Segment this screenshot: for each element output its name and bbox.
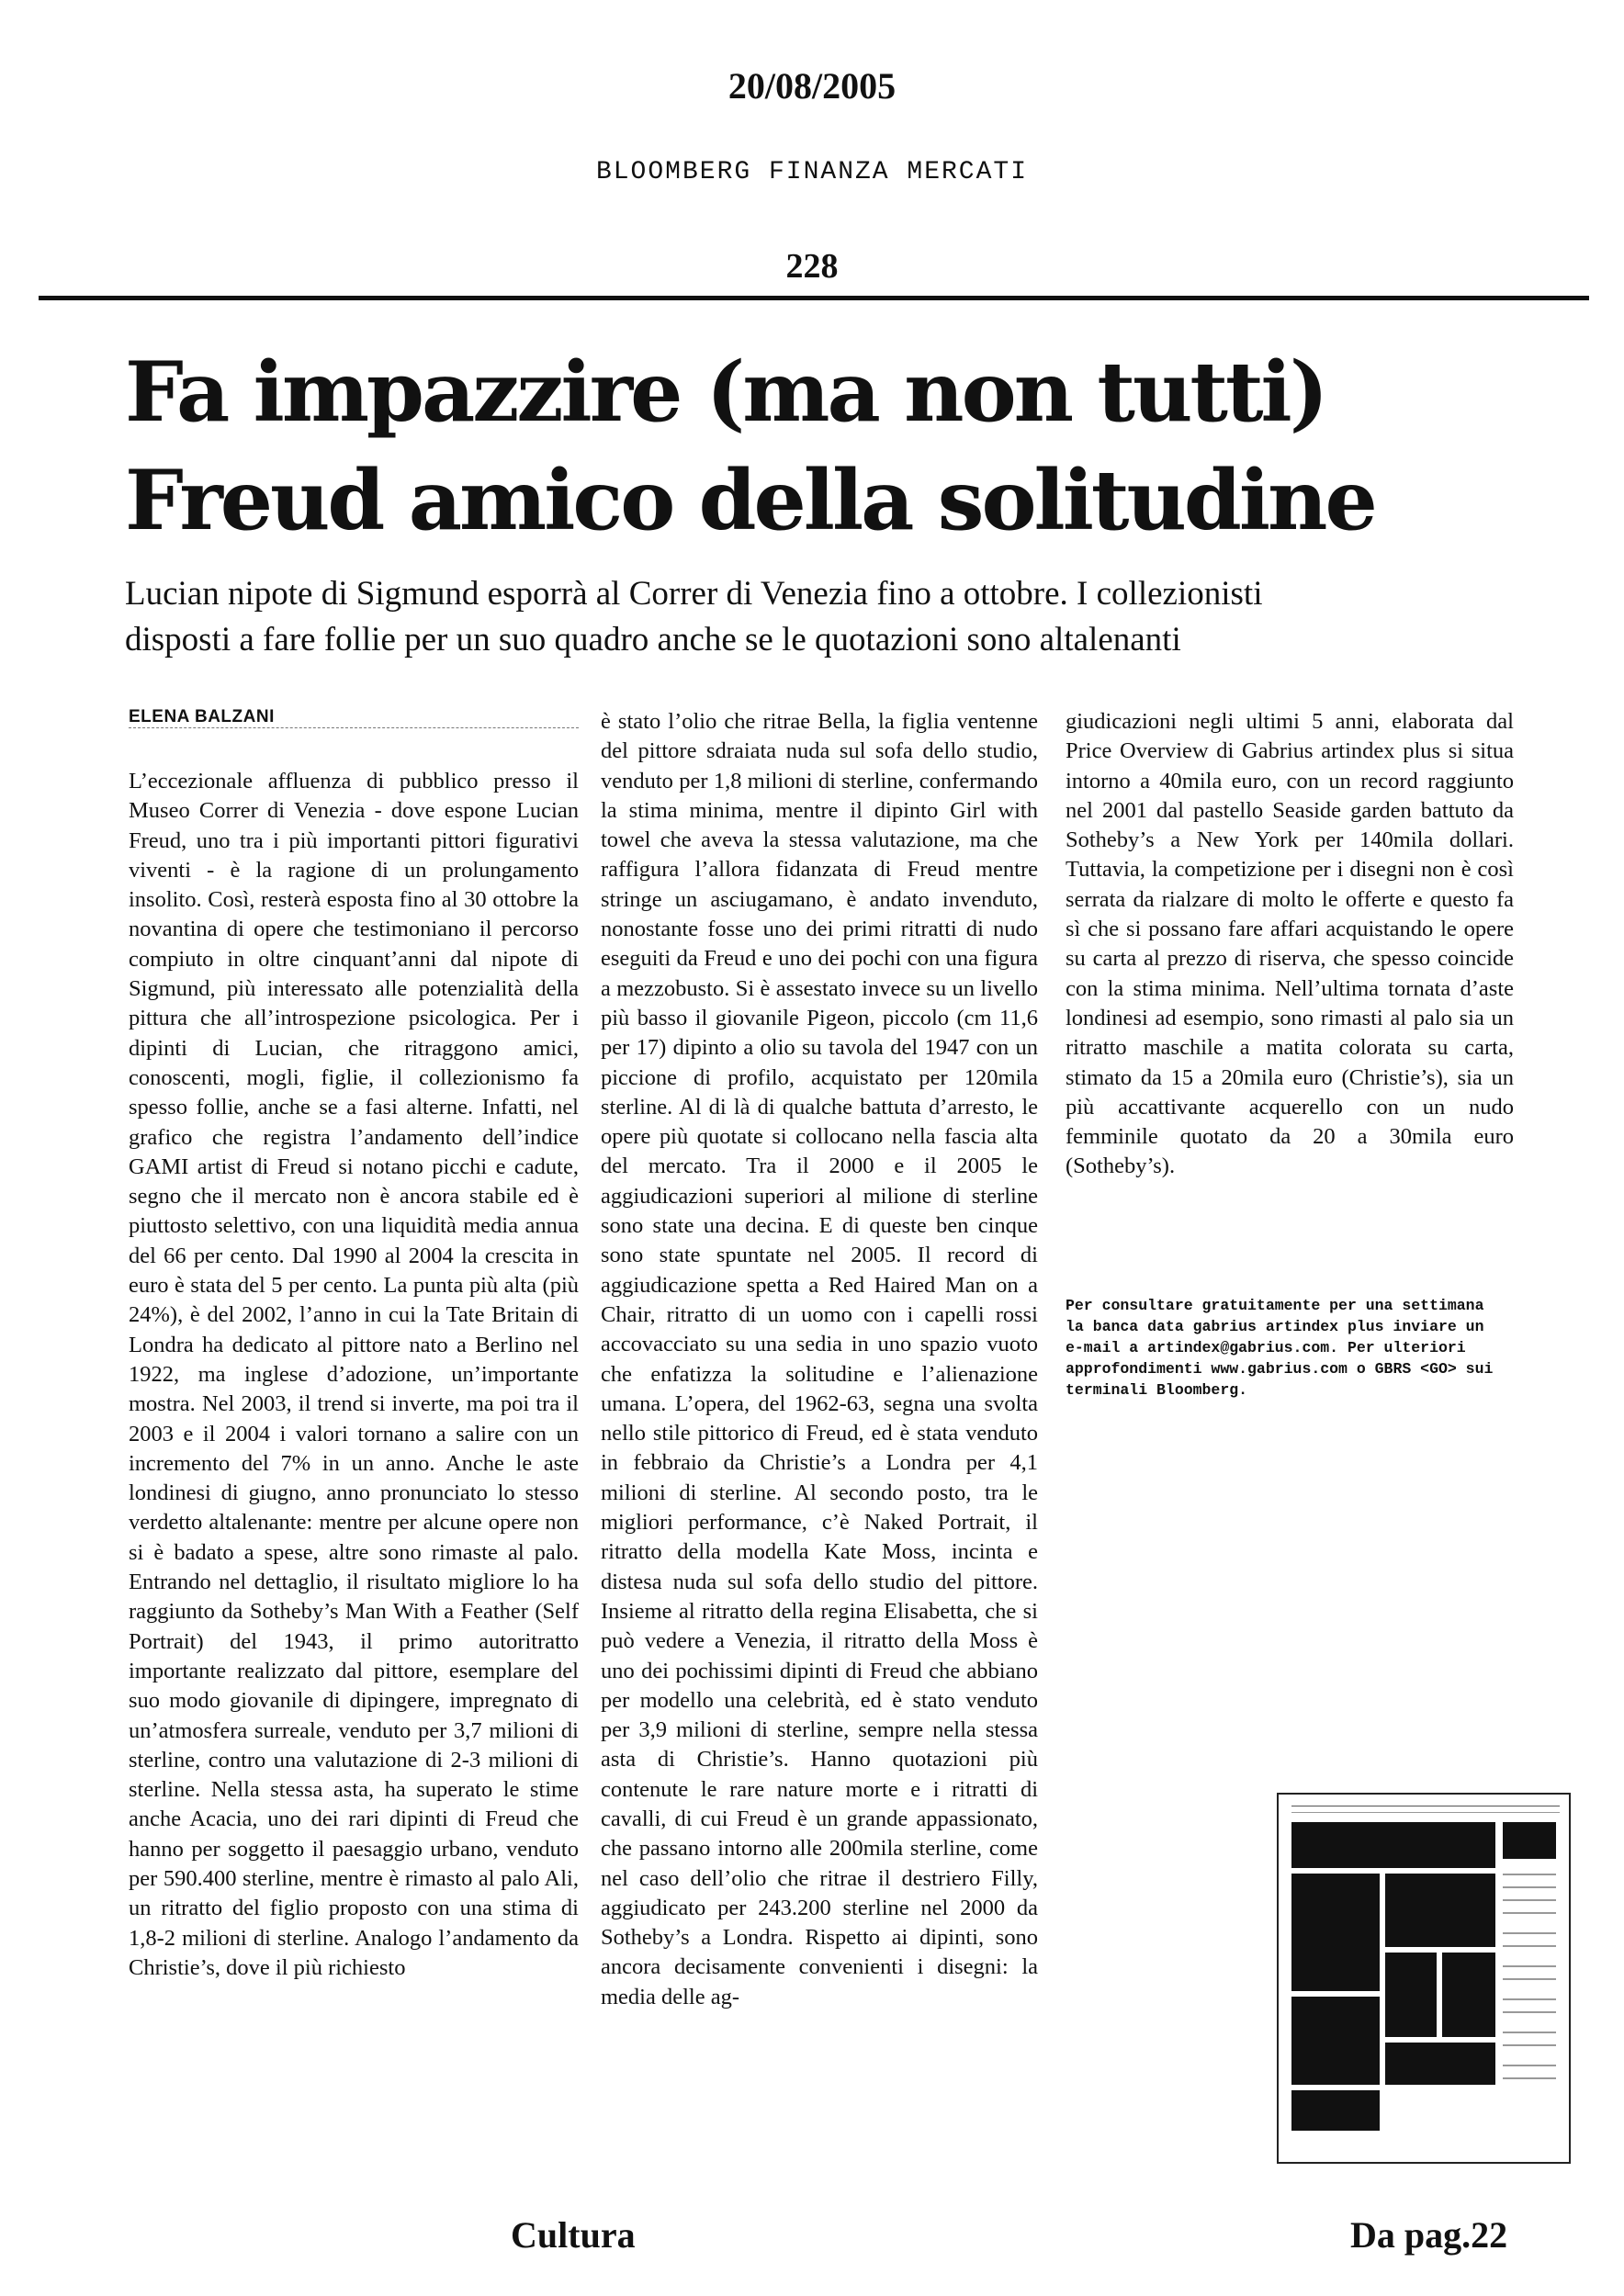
article-column-2-text: è stato l’olio che ritrae Bella, la figlia ventenne del pittore sdraiata nuda sul sofa dello studio, venduto per 1,8 milioni di sterline, confermando la stima minima, mentre il dipinto Girl with towel che aveva la stessa valutazione, ma che raffigura l’allora fidanzata di Freud mentre stringe un asciugamano, è andato invenduto, nonostante fosse uno dei primi ritratti di nudo eseguiti da Freud e uno dei pochi con una figura a mezzobusto. Si è assestato invece su un livello più basso il giovanile Pigeon, piccolo (cm 11,6 per 17) dipinto a olio su tavola del 1947 con un piccione di profilo, acquistato per 120mila sterline. Al di là di qualche battuta d’arresto, le opere più quotate si collocano nella fascia alta del mercato. Tra il 2000 e il 2005 le aggiudicazioni superiori al milione di sterline sono state una decina. E di queste ben cinque sono state spuntate nel 2005. Il record di aggiudicazione spetta a Red Haired Man on a Chair, ritratto di un uomo con i capelli rossi accovacciato su una sedia in uno spazio vuoto che enfatizza la solitudine e l’alienazione umana. L’opera, del 1962-63, segna una svolta nello stile pittorico di Freud, ed è stata venduto in febbraio da Christie’s a Londra per 4,1 milioni di sterline. Al secondo posto, tra le migliori performance, c’è Naked Portrait, il ritratto della modella Kate Moss, incinta e distesa nuda sul sofa dello studio del pittore. Insieme al ritratto della regina Elisabetta, che si può vedere a Venezia, il ritratto della Moss è uno dei pochissimi dipinti di Freud che abbiano per modello una celebrità, ed è stato venduto per 3,9 milioni di sterline, sempre nella stessa asta di Christie’s. Hanno quotazioni più contenute le rare nature morte e i ritratti di cavalli, di cui Freud è un grande appassionato, che passano intorno alle 200mila sterline, come nel caso dell’olio che ritrae il destriero Filly, aggiudicato per 243.200 sterline nel 2000 da Sotheby’s a Londra. Rispetto ai dipinti, sono ancora decisamente convenienti i disegni: la media delle ag- bbox=[601, 709, 1038, 2009]
headline-line-2: Freud amico della solitudine bbox=[125, 452, 1375, 549]
thumbnail-text-line bbox=[1503, 1978, 1556, 1980]
thumbnail-block bbox=[1385, 1953, 1437, 2037]
thumbnail-block bbox=[1385, 2043, 1495, 2085]
thumbnail-text-line bbox=[1503, 1945, 1556, 1947]
thumbnail-block bbox=[1385, 1874, 1495, 1947]
thumbnail-text-line bbox=[1503, 1874, 1556, 1875]
thumbnail-block bbox=[1503, 1822, 1556, 1859]
thumbnail-text-line bbox=[1503, 1899, 1556, 1901]
thumbnail-text-line bbox=[1503, 1998, 1556, 2000]
headline-line-1: Fa impazzire (ma non tutti) bbox=[125, 343, 1326, 441]
thumbnail-block bbox=[1291, 1822, 1495, 1868]
thumbnail-text-line bbox=[1503, 2011, 1556, 2013]
author-byline: ELENA BALZANI bbox=[129, 707, 275, 726]
subheadline-line-1: Lucian nipote di Sigmund esporrà al Correr di Venezia fino a ottobre. I collezionisti bbox=[125, 575, 1263, 613]
article-column-2 bbox=[601, 707, 1038, 2012]
thumbnail-text-line bbox=[1503, 2065, 1556, 2066]
thumbnail-block bbox=[1442, 1953, 1495, 2037]
clipping-date: 20/08/2005 bbox=[727, 65, 897, 107]
article-column-1 bbox=[129, 767, 579, 1983]
thumbnail-block bbox=[1291, 1874, 1380, 1991]
thumbnail-text-line bbox=[1503, 2077, 1556, 2079]
thumbnail-text-line bbox=[1503, 1965, 1556, 1967]
byline-divider bbox=[129, 727, 579, 729]
thumbnail-header-rule bbox=[1291, 1806, 1560, 1813]
thumbnail-text-line bbox=[1503, 1932, 1556, 1934]
thumbnail-text-line bbox=[1503, 2044, 1556, 2046]
thumbnail-text-line bbox=[1503, 1912, 1556, 1914]
page-thumbnail bbox=[1277, 1793, 1571, 2164]
section-label: Cultura bbox=[511, 2214, 636, 2256]
article-column-3-text: giudicazioni negli ultimi 5 anni, elaborata dal Price Overview di Gabrius artindex plus si situa intorno a 40mila euro, con un record raggiunto nel 2001 dal pastello Seaside garden battuto da Sotheby’s a New York per 140mila dollari. Tuttavia, la competizione per i disegni non è così serrata da rialzare di molto le offerte e questo fa sì che si possano fare affari acquistando le opere su carta al prezzo di riserva, che spesso coincide con la stima minima. Nell’ultima tornata d’aste londinesi ad esempio, sono rimasti al palo sia un ritratto maschile a matita colorata su carta, stimato da 15 a 20mila euro (Christie’s), sia un più accattivante acquerello con un nudo femminile quotato da 20 a 30mila euro (Sotheby’s). bbox=[1066, 709, 1514, 1179]
publication-name: BLOOMBERG FINANZA MERCATI bbox=[595, 158, 1029, 186]
info-note bbox=[1066, 1295, 1497, 1401]
page-number: 228 bbox=[785, 247, 839, 286]
subheadline-line-2: disposti a fare follie per un suo quadro anche se le quotazioni sono altalenanti bbox=[125, 621, 1181, 658]
article-column-3 bbox=[1066, 707, 1514, 1182]
header-divider bbox=[39, 296, 1589, 300]
source-page-label: Da pag.22 bbox=[1350, 2214, 1508, 2256]
article-column-1-text: L’eccezionale affluenza di pubblico presso il Museo Correr di Venezia - dove espone Lucian Freud, uno tra i più importanti pittori figurativi viventi - è la ragione di un prolungamento insolito. Così, resterà esposta fino al 30 ottobre la novantina di opere che testimoniano il percorso compiuto in oltre cinquant’anni dal nipote di Sigmund, più interessato alle potenzialità della pittura che all’introspezione psicologica. Per i dipinti di Lucian, che ritraggono amici, conoscenti, mogli, figlie, il collezionismo fa spesso follie, anche se a fasi alterne. Infatti, nel grafico che registra l’andamento dell’indice GAMI artist di Freud si notano picchi e cadute, segno che il mercato non è ancora stabile ed è piuttosto selettivo, con una liquidità media annua del 66 per cento. Dal 1990 al 2004 la crescita in euro è stata del 5 per cento. La punta più alta (più 24%), è del 2002, l’anno in cui la Tate Britain di Londra ha dedicato al pittore nato a Berlino nel 1922, ma inglese d’adozione, un’importante mostra. Nel 2003, il trend si inverte, ma poi tra il 2003 e il 2004 i valori tornano a salire con un incremento del 7% in un anno. Anche le aste londinesi di giugno, anno pronunciato lo stesso verdetto altalenante: mentre per alcune opere non si è badato a spese, altre sono rimaste al palo. Entrando nel dettaglio, il risultato migliore lo ha raggiunto da Sotheby’s Man With a Feather (Self Portrait) del 1943, il primo autoritratto importante realizzato dal pittore, esemplare del suo modo giovanile di dipingere, impregnato di un’atmosfera surreale, venduto per 3,7 milioni di sterline, contro una valutazione di 2-3 milioni di sterline. Nella stessa asta, ha superato le stime anche Acacia, uno dei rari dipinti di Freud che hanno per soggetto il paesaggio urbano, venduto per 590.400 sterline, mentre è rimasto al palo Ali, un ritratto del figlio proposto con una stima di 1,8-2 milioni di sterline. Analogo l’andamento da Christie’s, dove il più richiesto bbox=[129, 769, 579, 1980]
info-note-text: Per consultare gratuitamente per una settimana la banca data gabrius artindex plus inviare un e-mail a artindex@gabrius.com. Per ulteriori approfondimenti www.gabrius.com o GBRS <GO> sui terminali Bloomberg. bbox=[1066, 1297, 1494, 1399]
thumbnail-block bbox=[1291, 2090, 1380, 2131]
thumbnail-text-line bbox=[1503, 1886, 1556, 1888]
thumbnail-text-line bbox=[1503, 2032, 1556, 2033]
thumbnail-block bbox=[1291, 1997, 1380, 2085]
